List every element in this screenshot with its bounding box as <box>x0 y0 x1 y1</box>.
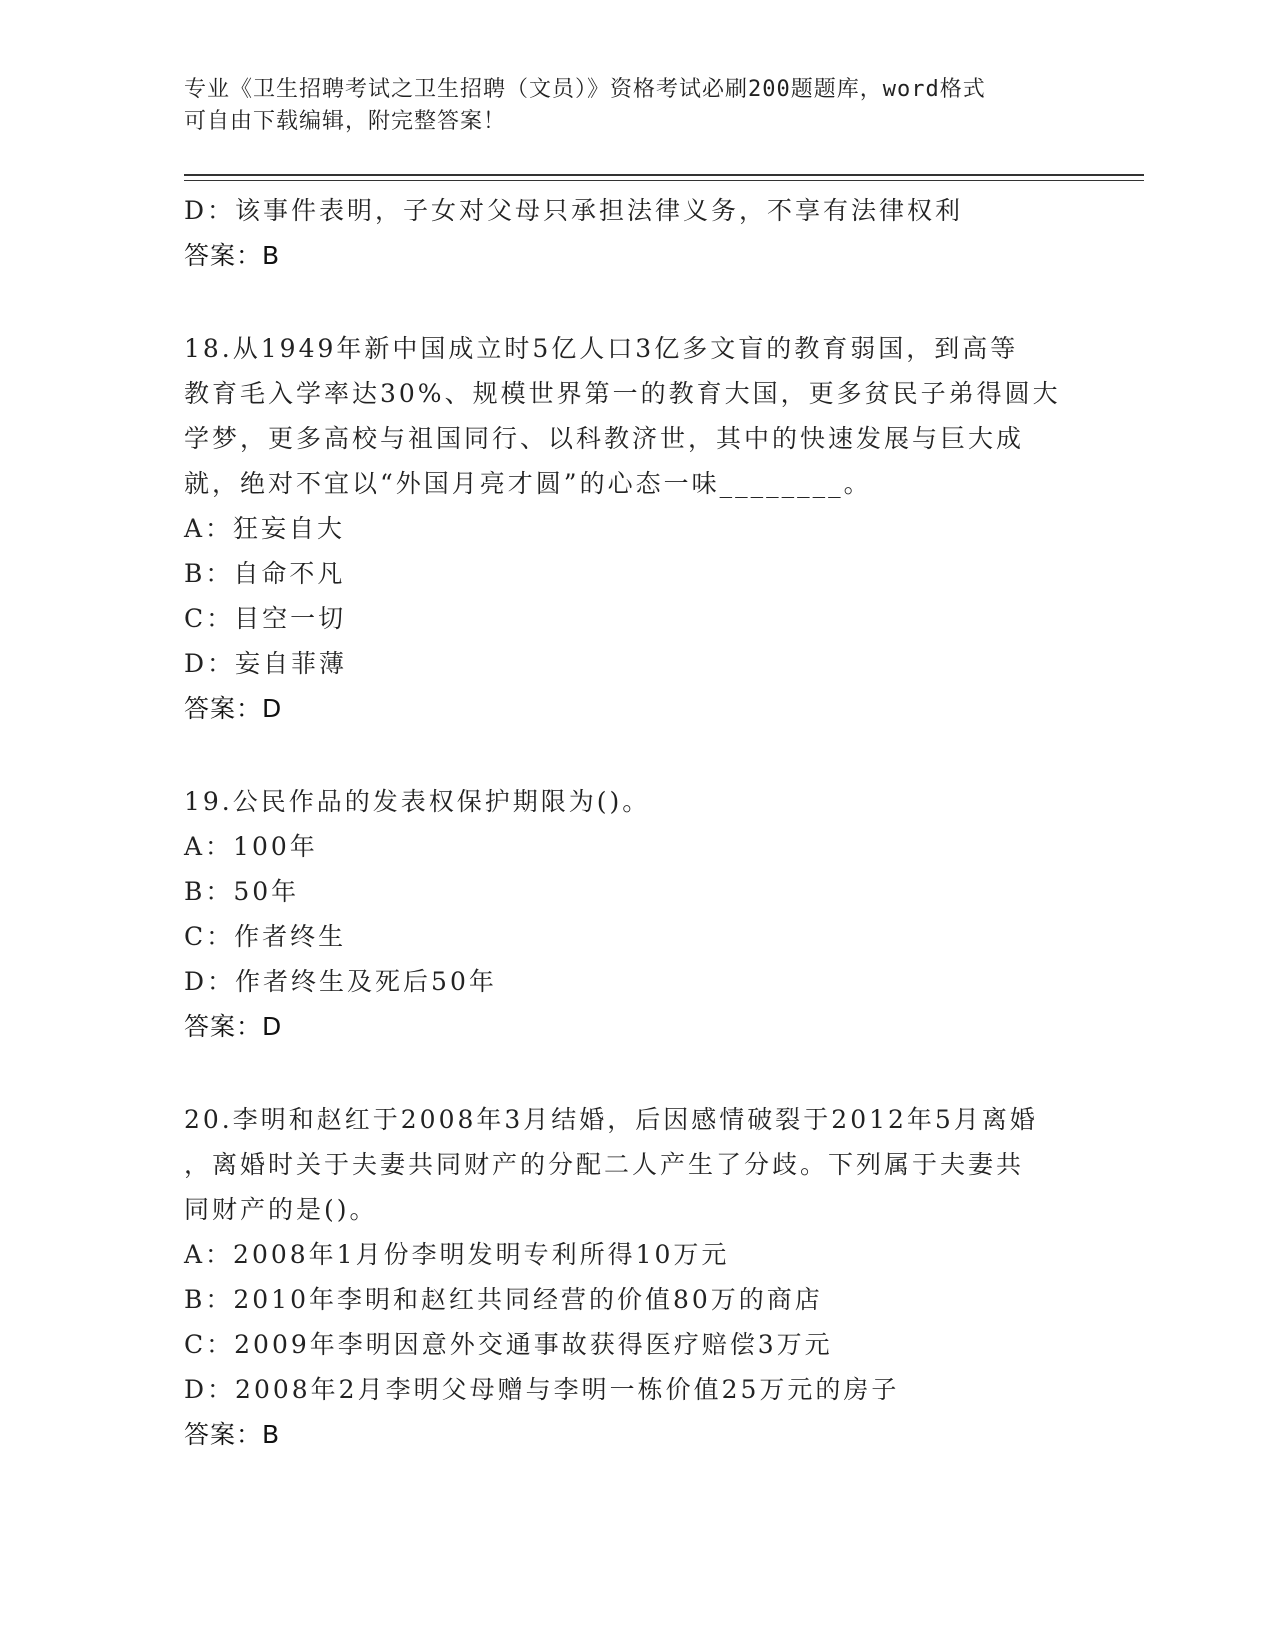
answer-line: 答案：B <box>184 1420 281 1449</box>
question-stem-line: 19.公民作品的发表权保护期限为()。 <box>184 787 651 816</box>
answer-line: 答案：D <box>184 694 283 723</box>
question-stem-line: 18.从1949年新中国成立时5亿人口3亿多文盲的教育弱国，到高等 <box>184 334 1019 363</box>
header-divider-thin <box>184 180 1144 181</box>
option-d: D：该事件表明，子女对父母只承担法律义务，不享有法律权利 <box>184 196 964 225</box>
option-b: B：自命不凡 <box>184 559 346 588</box>
previous-question-tail <box>184 188 1084 278</box>
option-a: A：2008年1月份李明发明专利所得10万元 <box>184 1240 730 1269</box>
question-stem-line: 教育毛入学率达30%、规模世界第一的教育大国，更多贫民子弟得圆大 <box>184 379 1061 408</box>
option-a: A：狂妄自大 <box>184 514 346 543</box>
question-20 <box>184 1097 1084 1457</box>
question-stem-line: 就，绝对不宜以“外国月亮才圆”的心态一味________。 <box>184 469 872 498</box>
option-d: D：2008年2月李明父母赠与李明一栋价值25万元的房子 <box>184 1375 900 1404</box>
question-stem-line: 学梦，更多高校与祖国同行、以科教济世，其中的快速发展与巨大成 <box>184 424 1025 453</box>
option-a: A：100年 <box>184 832 318 861</box>
document-body <box>184 188 1084 1457</box>
document-header <box>184 74 1064 138</box>
option-c: C：作者终生 <box>184 922 347 951</box>
question-stem-line: ，离婚时关于夫妻共同财产的分配二人产生了分歧。下列属于夫妻共 <box>184 1150 1025 1179</box>
header-line-1: 专业《卫生招聘考试之卫生招聘（文员）》资格考试必刷200题题库，word格式 <box>184 77 986 102</box>
question-stem-line: 同财产的是()。 <box>184 1195 378 1224</box>
header-divider <box>184 174 1144 176</box>
header-line-2: 可自由下载编辑，附完整答案！ <box>184 109 507 134</box>
question-18 <box>184 326 1084 731</box>
option-d: D：作者终生及死后50年 <box>184 967 497 996</box>
option-c: C：目空一切 <box>184 604 347 633</box>
option-b: B：50年 <box>184 877 300 906</box>
question-stem-line: 20.李明和赵红于2008年3月结婚，后因感情破裂于2012年5月离婚 <box>184 1105 1038 1134</box>
answer-line: 答案：B <box>184 241 281 270</box>
option-b: B：2010年李明和赵红共同经营的价值80万的商店 <box>184 1285 823 1314</box>
question-19 <box>184 779 1084 1049</box>
answer-line: 答案：D <box>184 1012 283 1041</box>
option-d: D：妄自菲薄 <box>184 649 348 678</box>
option-c: C：2009年李明因意外交通事故获得医疗赔偿3万元 <box>184 1330 833 1359</box>
